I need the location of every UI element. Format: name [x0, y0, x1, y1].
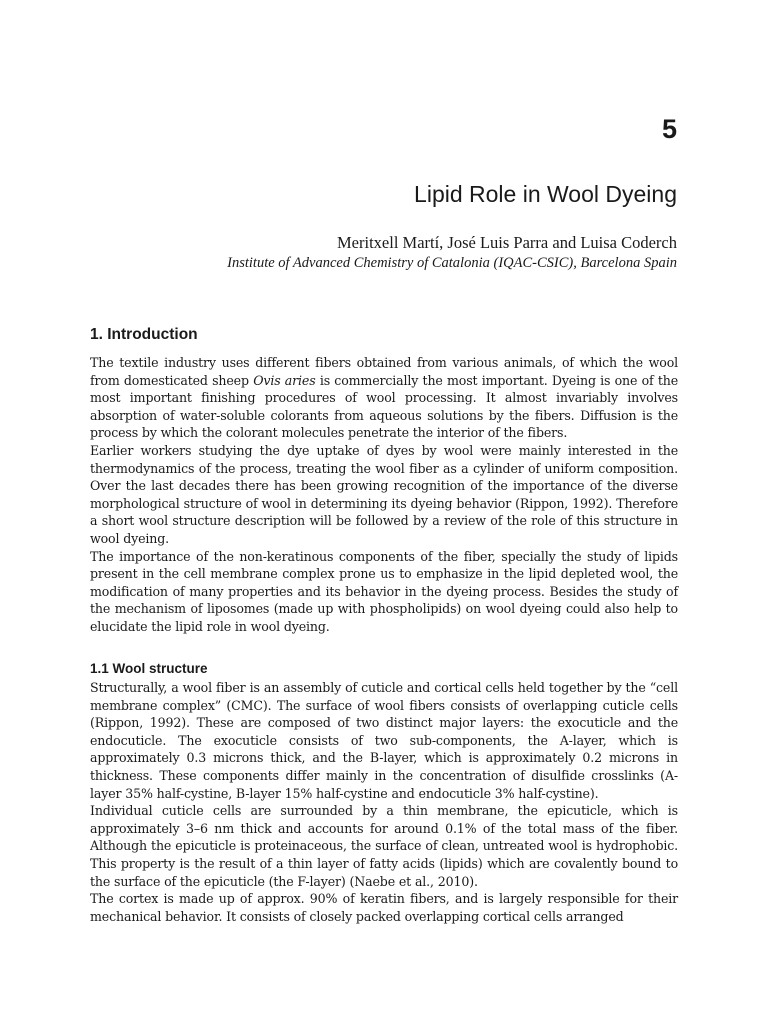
- paragraph: [90, 354, 678, 442]
- affiliation: Institute of Advanced Chemistry of Catalonia (IQAC-CSIC), Barcelona Spain: [227, 255, 677, 271]
- chapter-title: Lipid Role in Wool Dyeing: [414, 181, 677, 207]
- chapter-number: 5: [661, 114, 677, 144]
- paragraph: Structurally, a wool fiber is an assembly of cuticle and cortical cells held together by the “cell membrane complex” (CMC). The surface of wool fibers consists of overlapping cuticle cells (Rippon, 1992). These are composed of two distinct major layers: the exocuticle and the endocuticle. The exocuticle consists of two sub-components, the A-layer, which is approximately 0.3 microns thick, and the B-layer, which is approximately 0.2 microns in thickness. These components differ mainly in the concentration of disulfide crosslinks (A-layer 35% half-cystine, B-layer 15% half-cystine and endocuticle 3% half-cystine).: [90, 680, 678, 801]
- paragraph: Earlier workers studying the dye uptake of dyes by wool were mainly interested in the thermodynamics of the process, treating the wool fiber as a cylinder of uniform composition. Over the last decades there has been growing recognition of the importance of the diverse morphological structure of wool in determining its dyeing behavior (Rippon, 1992). Therefore a short wool structure description will be followed by a review of the role of this structure in wool dyeing.: [90, 442, 678, 546]
- authors: Meritxell Martí, José Luis Parra and Luisa Coderch: [337, 233, 677, 252]
- paragraph: Individual cuticle cells are surrounded by a thin membrane, the epicuticle, which is approximately 3–6 nm thick and accounts for around 0.1% of the total mass of the fiber. Although the epicuticle is proteinaceous, the surface of clean, untreated wool is hydrophobic. This property is the result of a thin layer of fatty acids (lipids) which are covalently bound to the surface of the epicuticle (the F-layer) (Naebe et al., 2010).: [90, 803, 678, 889]
- text-span: is commercially the most important. Dyeing is one of the most important finishing procedures of wool processing. It almost invariably involves absorption of water-soluble colorants from aqueous solutions by the fibers. Diffusion is the process by which the colorant molecules penetrate the interior of the fibers.: [90, 372, 678, 441]
- species-name: Ovis aries: [253, 372, 316, 388]
- paragraph: The cortex is made up of approx. 90% of keratin fibers, and is largely responsible for their mechanical behavior. It consists of closely packed overlapping cortical cells arranged: [90, 891, 678, 924]
- subsection-heading-wool-structure: 1.1 Wool structure: [90, 661, 208, 676]
- wool-structure-body: [90, 679, 678, 925]
- introduction-body: [90, 354, 678, 636]
- paragraph: The importance of the non-keratinous components of the fiber, specially the study of lipids present in the cell membrane complex prone us to emphasize in the lipid depleted wool, the modification of many properties and its behavior in the dyeing process. Besides the study of the mechanism of liposomes (made up with phospholipids) on wool dyeing could also help to elucidate the lipid role in wool dyeing.: [90, 548, 678, 634]
- text-span: The textile industry uses different fibers obtained from various animals, of which the wool from domesticated sheep: [90, 355, 678, 388]
- section-heading-introduction: 1. Introduction: [90, 326, 198, 343]
